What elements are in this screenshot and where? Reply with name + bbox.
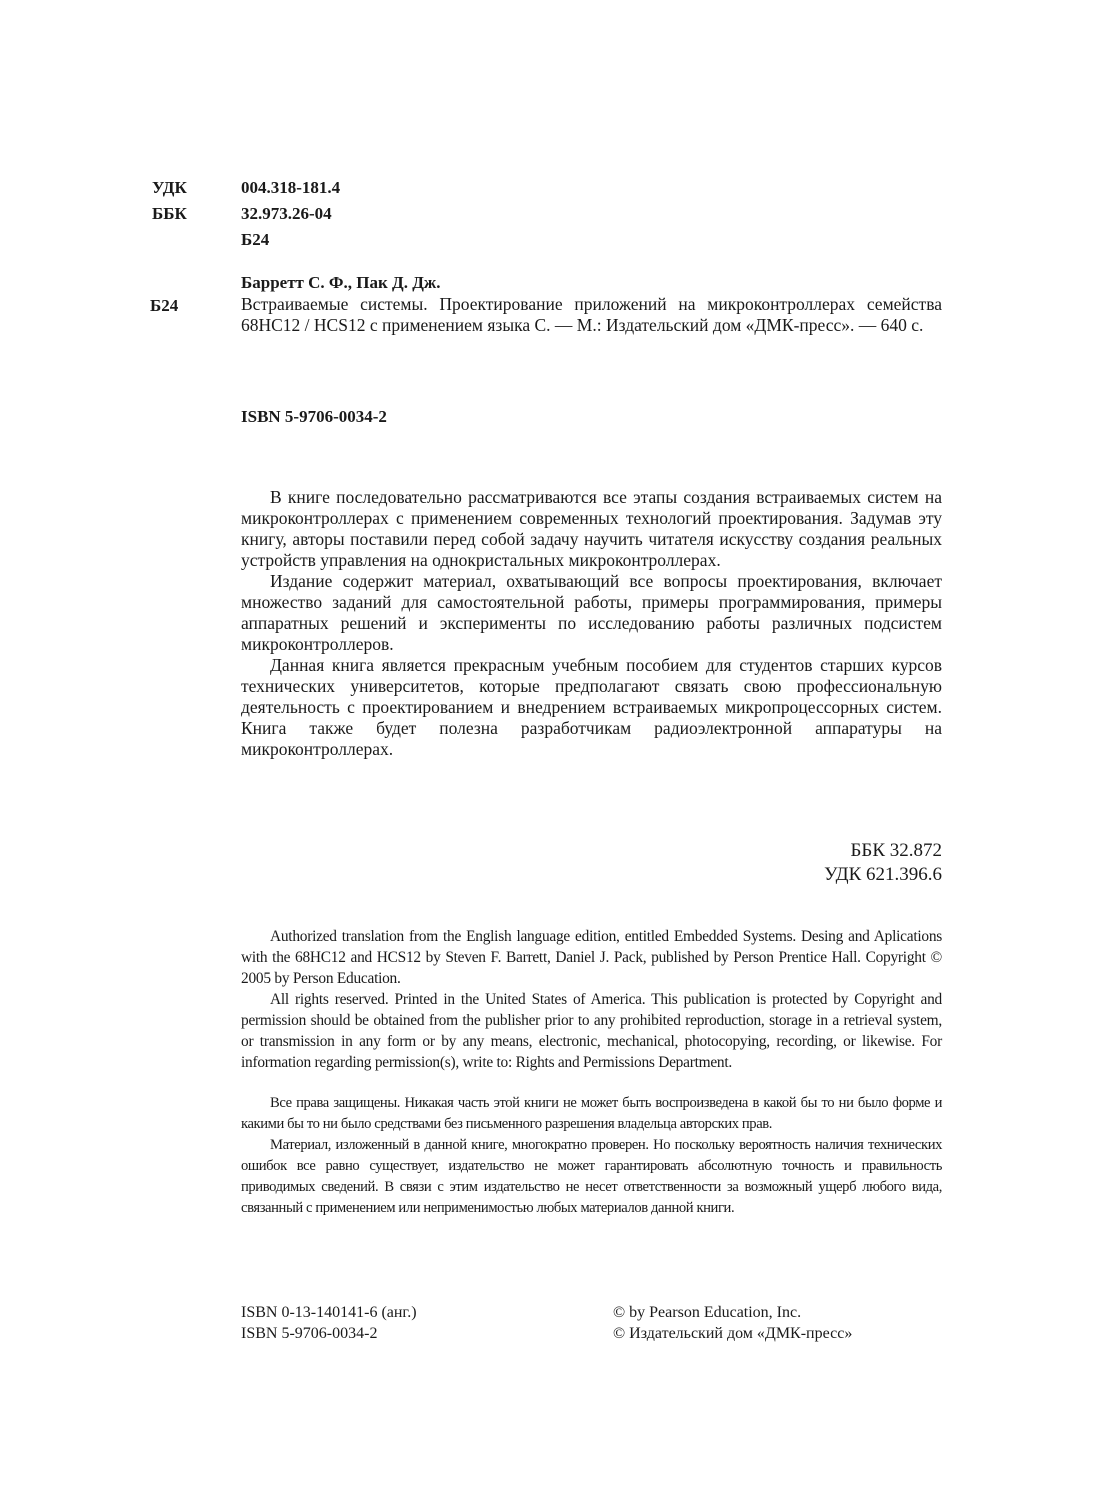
english-notice-paragraph-2: All rights reserved. Printed in the United States of America. This publication is protected by Copyright and permission should be obtained from the publisher prior to any prohibited reproduction, storage in a retrieval system, or transmission in any form or by any means, electronic, mechanical, photocopying, recording, or likewise. For information regarding permission(s), write to: Rights and Permissions Department. — [241, 991, 942, 1071]
english-notice-paragraph-1: Authorized translation from the English language edition, entitled Embedded Systems. Desing and Aplications with the 68HC12 and HCS12 by Steven F. Barrett, Daniel J. Pack, published by Person Prentice Hall. Copyright © 2005 by Person Education. — [241, 928, 942, 987]
index-code-udk: УДК 621.396.6 — [824, 864, 942, 885]
bbk-value: 32.973.26-04 — [241, 204, 332, 223]
isbn-english: ISBN 0-13-140141-6 (анг.) — [241, 1304, 417, 1321]
english-notice — [241, 926, 942, 1073]
copyright-english: © by Pearson Education, Inc. — [613, 1304, 802, 1321]
index-code-bbk: ББК 32.872 — [850, 840, 942, 861]
isbn-footer-left — [241, 1302, 417, 1344]
udk-label: УДК — [152, 178, 187, 197]
abstract-paragraph-1: В книге последовательно рассматриваются все этапы создания встраиваемых систем на микроконтроллерах с применением современных технологий проектирования. Задумав эту книгу, авторы поставили перед собой задачу научить читателя искусству создания реальных устройств управления на однокристальных микроконтроллерах. — [241, 487, 942, 570]
citation-description: Встраиваемые системы. Проектирование приложений на микроконтроллерах семейства 68HC12 / HCS12 с применением языка С. — М.: Издательский дом «ДМК-пресс». — 640 с. — [241, 294, 942, 335]
citation-margin-mark: Б24 — [150, 296, 179, 315]
isbn-russian: ISBN 5-9706-0034-2 — [241, 1325, 378, 1342]
russian-notice-paragraph-1: Все права защищены. Никакая часть этой книги не может быть воспроизведена в какой бы то ни было форме и какими бы то ни было средствами без письменного разрешения владельца авторских прав. — [241, 1095, 942, 1132]
abstract-paragraph-2: Издание содержит материал, охватывающий все вопросы проектирования, включает множество заданий для самостоятельной работы, примеры программирования, примеры аппаратных решений и эксперименты по исследованию работы различных подсистем микроконтроллеров. — [241, 571, 942, 654]
index-codes — [824, 839, 942, 887]
abstract-paragraph-3: Данная книга является прекрасным учебным пособием для студентов старших курсов технических университетов, которые предполагают связать свою профессиональную деятельность с проектированием и внедрением встраиваемых микропроцессорных систем. Книга также будет полезна разработчикам радиоэлектронной аппаратуры на микроконтроллерах. — [241, 655, 942, 759]
author-mark: Б24 — [241, 230, 270, 249]
isbn-footer-right — [613, 1302, 852, 1344]
bbk-label: ББК — [152, 204, 187, 223]
abstract-block — [241, 487, 942, 760]
russian-notice — [241, 1093, 942, 1219]
copyright-russian: © Издательский дом «ДМК-пресс» — [613, 1325, 853, 1342]
russian-notice-paragraph-2: Материал, изложенный в данной книге, многократно проверен. Но поскольку вероятность наличия технических ошибок все равно существует, издательство не может гарантировать абсолютную точность и правильность приводимых сведений. В связи с этим издательство не несет ответственности за возможный ущерб любого вида, связанный с применением или неприменимостью любых материалов данной книги. — [241, 1137, 942, 1216]
udk-value: 004.318-181.4 — [241, 178, 341, 197]
isbn-main: ISBN 5-9706-0034-2 — [241, 407, 387, 426]
citation-authors: Барретт С. Ф., Пак Д. Дж. — [241, 273, 441, 292]
